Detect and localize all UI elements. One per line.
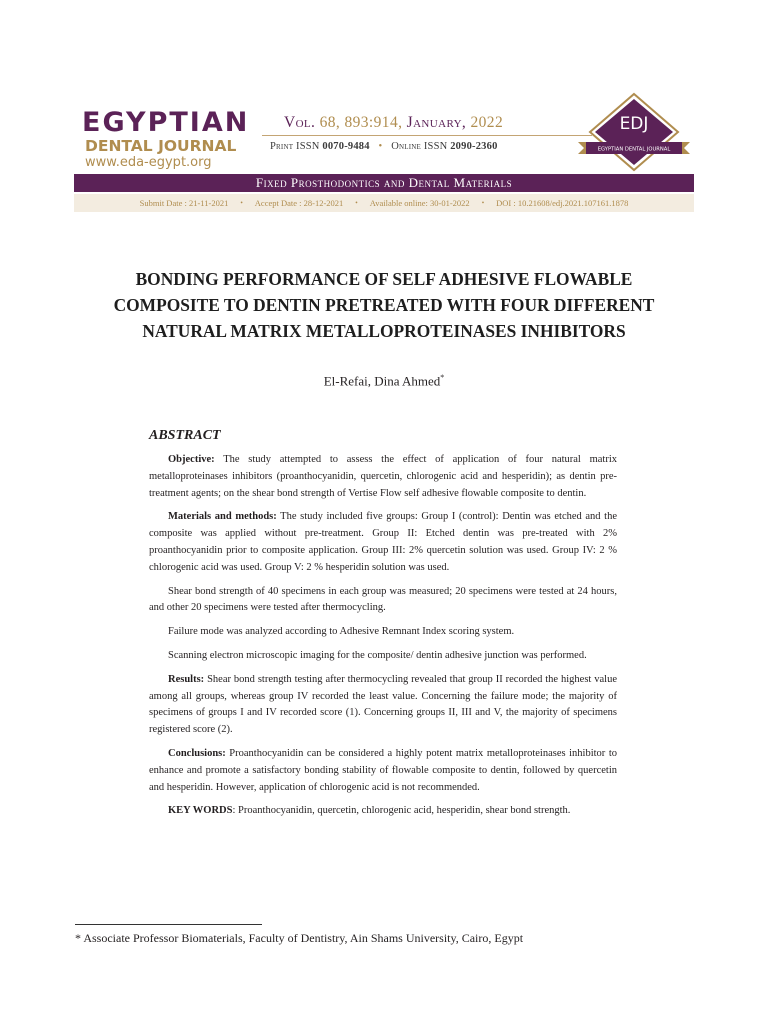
volume-number: 68,: [319, 114, 341, 131]
keywords-paragraph: [149, 803, 617, 820]
print-issn-label: Print ISSN: [270, 141, 320, 152]
edj-logo: [574, 92, 694, 174]
journal-name: EGYPTIAN: [82, 107, 250, 138]
issue-year: 2022: [470, 114, 504, 131]
dates-separator: •: [481, 199, 485, 207]
dates-bar: [74, 194, 694, 212]
article-title: [80, 266, 688, 344]
results-paragraph: [149, 672, 617, 739]
journal-subname: DENTAL JOURNAL: [85, 137, 237, 155]
objective-paragraph: [149, 452, 617, 502]
journal-brand: [82, 108, 249, 171]
logo-text: EDJ: [619, 114, 649, 134]
author-name: El-Refai, Dina Ahmed: [323, 373, 441, 389]
journal-url[interactable]: www.eda-egypt.org: [85, 155, 212, 170]
online-issn: 2090-2360: [450, 141, 498, 152]
keywords-label: KEY WORDS: [168, 805, 233, 817]
volume-line: [284, 114, 503, 132]
shear-bond-paragraph: Shear bond strength of 40 specimens in each group was measured; 20 specimens were tested at 24 hours, and other 20 specimens were tested after thermocycling.: [149, 585, 617, 614]
sem-paragraph: Scanning electron microscopic imaging for the composite/ dentin adhesive junction was performed.: [168, 649, 587, 661]
dates-separator: •: [355, 199, 358, 207]
accept-date: Accept Date : 28-12-2021: [254, 198, 344, 208]
title-line: COMPOSITE TO DENTIN PRETREATED WITH FOUR DIFFERENT: [113, 295, 655, 315]
submit-date: Submit Date : 21-11-2021: [139, 198, 229, 208]
abstract-body: [149, 452, 617, 827]
footnote-rule: [75, 924, 262, 925]
doi[interactable]: DOI : 10.21608/edj.2021.107161.1878: [496, 198, 629, 208]
issn-line: [270, 141, 498, 152]
page-range: 893:914,: [344, 114, 403, 131]
title-line: NATURAL MATRIX METALLOPROTEINASES INHIBITORS: [142, 321, 626, 341]
conclusions-label: Conclusions:: [168, 747, 226, 759]
objective-label: Objective:: [168, 454, 215, 465]
author-affiliation-footnote: * Associate Professor Biomaterials, Faculty of Dentistry, Ain Shams University, Cairo, Egypt: [75, 931, 524, 945]
volume-prefix: Vol.: [284, 114, 316, 131]
abstract-heading: ABSTRACT: [149, 428, 221, 443]
conclusions-paragraph: [149, 746, 617, 796]
methods-text: The study included five groups: Group I (control): Dentin was etched and the composite was applied without pre-treatment. Group II: Etched dentin was pre-treated with 2% proanthocyanidin prior to composite application. Group III: 2% quercetin solution was used. Group IV: 2 % chlorogenic acid was used. Group V: 2 % hesperidin solution was used.: [149, 511, 618, 573]
results-text: Shear bond strength testing after thermocycling revealed that group II recorded the highest value among all groups, whereas group IV recorded the least value. Concerning the failure mode; the majority of specimens of groups I and IV recorded score (1). Concerning groups II, III and V, the majority of specimens registered score (2).: [149, 673, 617, 736]
issue-month: January,: [406, 114, 467, 131]
print-issn: 0070-9484: [322, 141, 370, 152]
results-label: Results:: [168, 673, 205, 685]
author-footnote-mark: *: [440, 373, 445, 382]
online-issn-label: Online ISSN: [391, 141, 448, 152]
section-band: Fixed Prosthodontics and Dental Materials: [74, 174, 694, 192]
dates-separator: •: [240, 199, 243, 207]
header-divider: [262, 135, 592, 136]
methods-paragraph: [149, 509, 617, 576]
objective-text: The study attempted to assess the effect of application of four natural matrix metalloproteinases inhibitors (proanthocyanidin, quercetin, chlorogenic acid and hesperidin); as dentin pre-treatment agents; on the shear bond strength of Vertise Flow self adhesive flowable composite to dentin.: [149, 454, 617, 499]
failure-mode-paragraph: Failure mode was analyzed according to Adhesive Remnant Index scoring system.: [168, 626, 515, 638]
conclusions-text: Proanthocyanidin can be considered a highly potent matrix metalloproteinases inhibitor to enhance and promote a satisfactory bonding stability of flowable composite to dentin, followed by quercetin and hesperidin. However, application of chlorogenic acid is not recommended.: [149, 747, 617, 793]
author-line: [0, 373, 768, 389]
keywords-text: : Proanthocyanidin, quercetin, chlorogenic acid, hesperidin, shear bond strength.: [232, 805, 571, 817]
logo-ribbon-text: EGYPTIAN DENTAL JOURNAL: [597, 146, 671, 153]
available-date: Available online: 30-01-2022: [369, 198, 470, 208]
issn-separator: •: [378, 141, 383, 152]
title-line: BONDING PERFORMANCE OF SELF ADHESIVE FLOWABLE: [135, 269, 633, 289]
methods-label: Materials and methods:: [168, 511, 277, 523]
